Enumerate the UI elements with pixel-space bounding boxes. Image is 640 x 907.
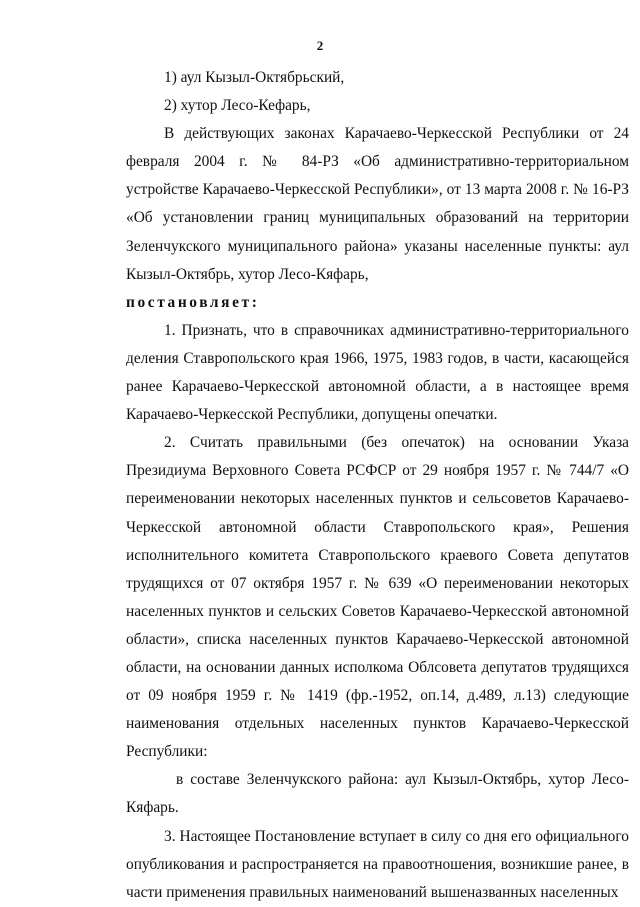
paragraph-2-subitem: в составе Зеленчукского района: аул Кызыл-Октябрь, хутор Лесо-Кяфарь.	[126, 771, 629, 817]
paragraph-3: 3. Настоящее Постановление вступает в силу со дня его официального опубликования и распространяется на правоотношения, возникшие ранее, в части применения правильных наименований вышеназванных населенных	[126, 827, 629, 901]
resolution-keyword-colon: :	[251, 293, 260, 311]
resolution-keyword-text: постановляет	[126, 293, 252, 311]
document-body	[126, 64, 629, 907]
page-number: 2	[316, 38, 324, 53]
paragraph-1: 1. Признать, что в справочниках административно-территориального деления Ставропольского края 1966, 1975, 1983 годов, в части, касающейся ранее Карачаево-Черкесской автономной области, а в настоящее время Карачаево-Черкесской Республики, допущены опечатки.	[126, 321, 629, 424]
paragraph-laws: В действующих законах Карачаево-Черкесской Республики от 24 февраля 2004 г. № 84-РЗ «Об административно-территориальном устройстве Карачаево-Черкесской Республики», от 13 марта 2008 г. № 16-РЗ «Об установлении границ муниципальных образований на территории Зеленчукского муниципального района» указаны населенные пункты: аул Кызыл-Октябрь, хутор Лесо-Кяфарь,	[126, 125, 629, 283]
resolution-keyword	[126, 289, 629, 317]
paragraph-2: 2. Считать правильными (без опечаток) на основании Указа Президиума Верховного Совета РСФСР от 29 ноября 1957 г. № 744/7 «О переименовании некоторых населенных пунктов и сельсоветов Карачаево-Черкесской автономной области Ставропольского края», Решения исполнительного комитета Ставропольского краевого Совета депутатов трудящихся от 07 октября 1957 г. № 639 «О переименовании некоторых населенных пунктов и сельских Советов Карачаево-Черкесской автономной области», списка населенных пунктов Карачаево-Черкесской автономной области, на основании данных исполкома Облсовета депутатов трудящихся от 09 ноября 1959 г. № 1419 (фр.-1952, оп.14, д.489, л.13) следующие наименования отдельных населенных пунктов Карачаево-Черкесской Республики:	[126, 434, 629, 761]
list-item-khutor: 2) хутор Лесо-Кефарь,	[164, 97, 311, 115]
list-item-aul: 1) аул Кызыл-Октябрьский,	[164, 69, 345, 86]
